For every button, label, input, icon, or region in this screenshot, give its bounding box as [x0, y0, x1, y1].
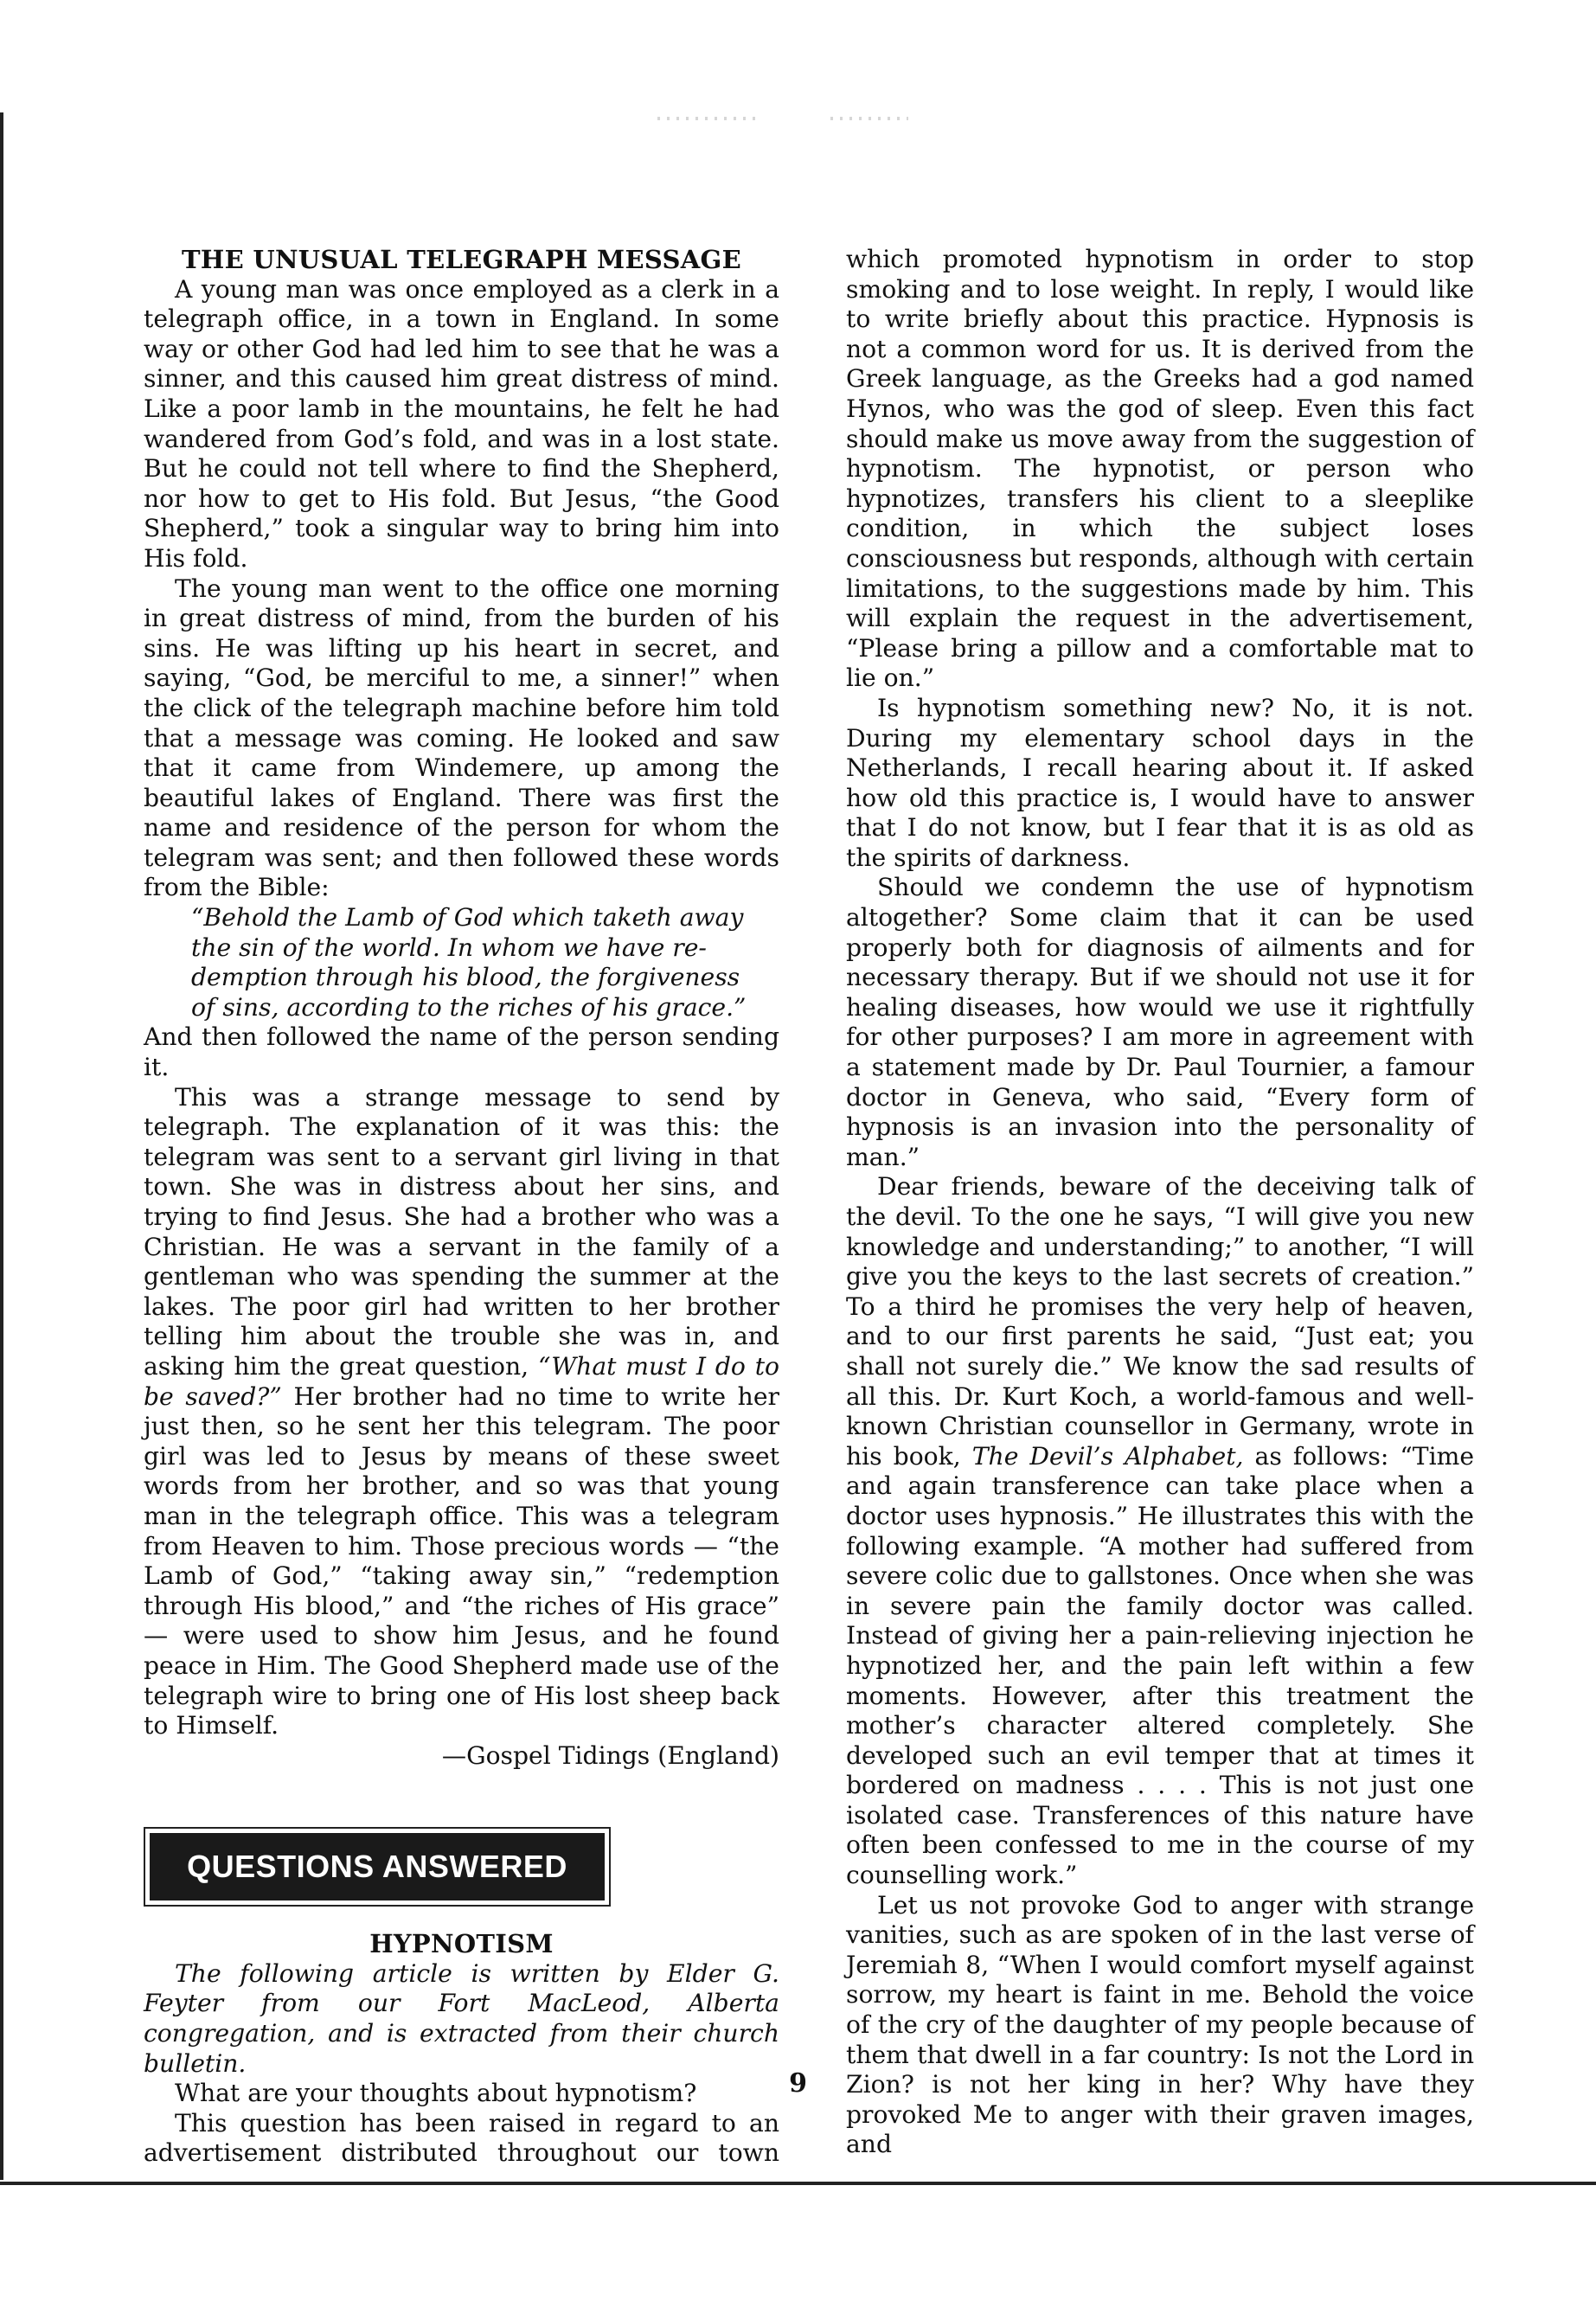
quote-line: of sins, according to the riches of his grace.” — [191, 992, 747, 1022]
quote-line: “Behold the Lamb of God which taketh away — [191, 903, 744, 933]
book-title: The Devil’s Alphabet, — [971, 1441, 1244, 1471]
paragraph — [846, 1172, 1474, 1890]
paragraph: The young man went to the office one morning in great distress of mind, from the burden of his sins. He was lifting up his heart in secret, and saying, “God, be merciful to me, a sinner!” when the click of the telegraph machine before him told that a message was coming. He looked and saw that it came from Windemere, up among the beautiful lakes of England. There was first the name and residence of the person for whom the telegram was sent; and then followed these words from the Bible: — [144, 574, 779, 902]
left-column — [144, 245, 779, 2169]
quote-line: the sin of the world. In whom we have re- — [191, 933, 707, 962]
article-title-hypnotism: HYPNOTISM — [369, 1929, 554, 1959]
page-number: 9 — [789, 2068, 807, 2099]
article-title-telegraph: THE UNUSUAL TELEGRAPH MESSAGE — [182, 245, 741, 274]
paragraph — [144, 1083, 779, 1741]
paragraph: This question has been raised in regard to an advertisement distributed throughout our town — [144, 2108, 779, 2168]
paragraph: Should we condemn the use of hypnotism altogether? Some claim that it can be used properly both for diagnosis of ailments and for necessary therapy. But if we should not use it for healing diseases, how would we use it rightfully for other purposes? I am more in agreement with a statement made by Dr. Paul Tournier, a famour doctor in Geneva, who said, “Every form of hypnosis is an invasion into the personality of man.” — [846, 873, 1474, 1171]
bible-quote — [191, 903, 779, 1022]
article-intro: The following article is written by Elder G. Feyter from our Fort MacLeod, Alberta congregation, and is extracted from their church bulletin. — [144, 1958, 779, 2078]
text-run: This was a strange message to send by telegraph. The explanation of it was this: the telegram was sent to a servant girl living in that town. She was in distress about her sins, and trying to find Jesus. She had a brother who was a Christian. He was a servant in the family of a gentleman who was spending the summer at the lakes. The poor girl had written to her brother telling him about the trouble she was in, and asking him the great question, — [144, 1082, 779, 1381]
article-source: —Gospel Tidings (England) — [441, 1740, 779, 1770]
paragraph: And then followed the name of the person sending it. — [144, 1022, 779, 1082]
scan-bottom-edge — [0, 2182, 1596, 2185]
text-run: as follows: “Time and again transference can take place when a doctor uses hypnosis.” He illustrates this with the following example. “A mother had suffered from severe colic due to gallstones. Once when she was in severe pain the family doctor was called. Instead of giving her a pain-relieving injection he hypnotized her, and the pain left within a few moments. However, after this treatment the mother’s character altered completely. She developed such an evil temper that at times it bordered on madness . . . . This is not just one isolated case. Transferences of this nature have often been confessed to me in the course of my counselling work.” — [846, 1441, 1475, 1890]
text-run: Her brother had no time to write her just then, so he sent her this telegram. The poor girl was led to Jesus by means of these sweet words from her brother, and so was that young man in the telegraph office. This was a telegram from Heaven to him. Those precious words — “the Lamb of God,” “taking away sin,” “redemption through His blood,” and “the riches of His grace” — were used to show him Jesus, and he found peace in Him. The Good Shepherd made use of the telegraph wire to bring one of His lost sheep back to Himself. — [144, 1381, 779, 1740]
paragraph: which promoted hypnotism in order to stop smoking and to lose weight. In reply, I would like to write briefly about this practice. Hypnosis is not a common word for us. It is derived from the Greek language, as the Greeks had a god named Hynos, who was the god of sleep. Even this fact should make us move away from the suggestion of hypnotism. The hypnotist, or person who hypnotizes, transfers his client to a sleeplike condition, in which the subject loses consciousness but responds, although with certain limitations, to the suggestions made by him. This will explain the request in the advertisement, “Please bring a pillow and a comfortable mat to lie on.” — [846, 245, 1474, 693]
scan-noise — [657, 117, 761, 120]
scan-left-edge — [0, 112, 3, 2180]
right-column — [846, 245, 1474, 2160]
scan-noise — [830, 117, 908, 120]
paragraph: Is hypnotism something new? No, it is not. During my elementary school days in the Netherlands, I recall hearing about it. If asked how old this practice is, I would have to answer that I do not know, but I fear that it is as old as the spirits of darkness. — [846, 693, 1474, 872]
quote-line: demption through his blood, the forgiveness — [191, 963, 740, 992]
section-banner-label: QUESTIONS ANSWERED — [150, 1833, 605, 1900]
paragraph: Let us not provoke God to anger with strange vanities, such as are spoken of in the last verse of Jeremiah 8, “When I would comfort myself against sorrow, my heart is faint in me. Behold the voice of the cry of the daughter of my people because of them that dwell in a far country: Is not the Lord in Zion? is not her king in her? Why have they provoked Me to anger with their graven images, and — [846, 1890, 1474, 2159]
text-run: Dear friends, beware of the deceiving talk of the devil. To the one he says, “I will give you new knowledge and understanding;” to another, “I will give you the keys to the last secrets of creation.” To a third he promises the very help of heaven, and to our first parents he said, “Just eat; you shall not surely die.” We know the sad results of all this. Dr. Kurt Koch, a world-famous and well-known Christian counsellor in Germany, wrote in his book, — [846, 1172, 1474, 1471]
section-banner — [144, 1827, 611, 1907]
paragraph: A young man was once employed as a clerk in a telegraph office, in a town in England. In some way or other God had led him to see that he was a sinner, and this caused him great distress of mind. Like a poor lamb in the mountains, he felt he had wandered from God’s fold, and was in a lost state. But he could not tell where to find the Shepherd, nor how to get to His fold. But Jesus, “the Good Shepherd,” took a singular way to bring him into His fold. — [144, 274, 779, 573]
italic-question: “What must I do to be saved?” — [144, 1351, 779, 1411]
question: What are your thoughts about hypnotism? — [175, 2079, 697, 2108]
